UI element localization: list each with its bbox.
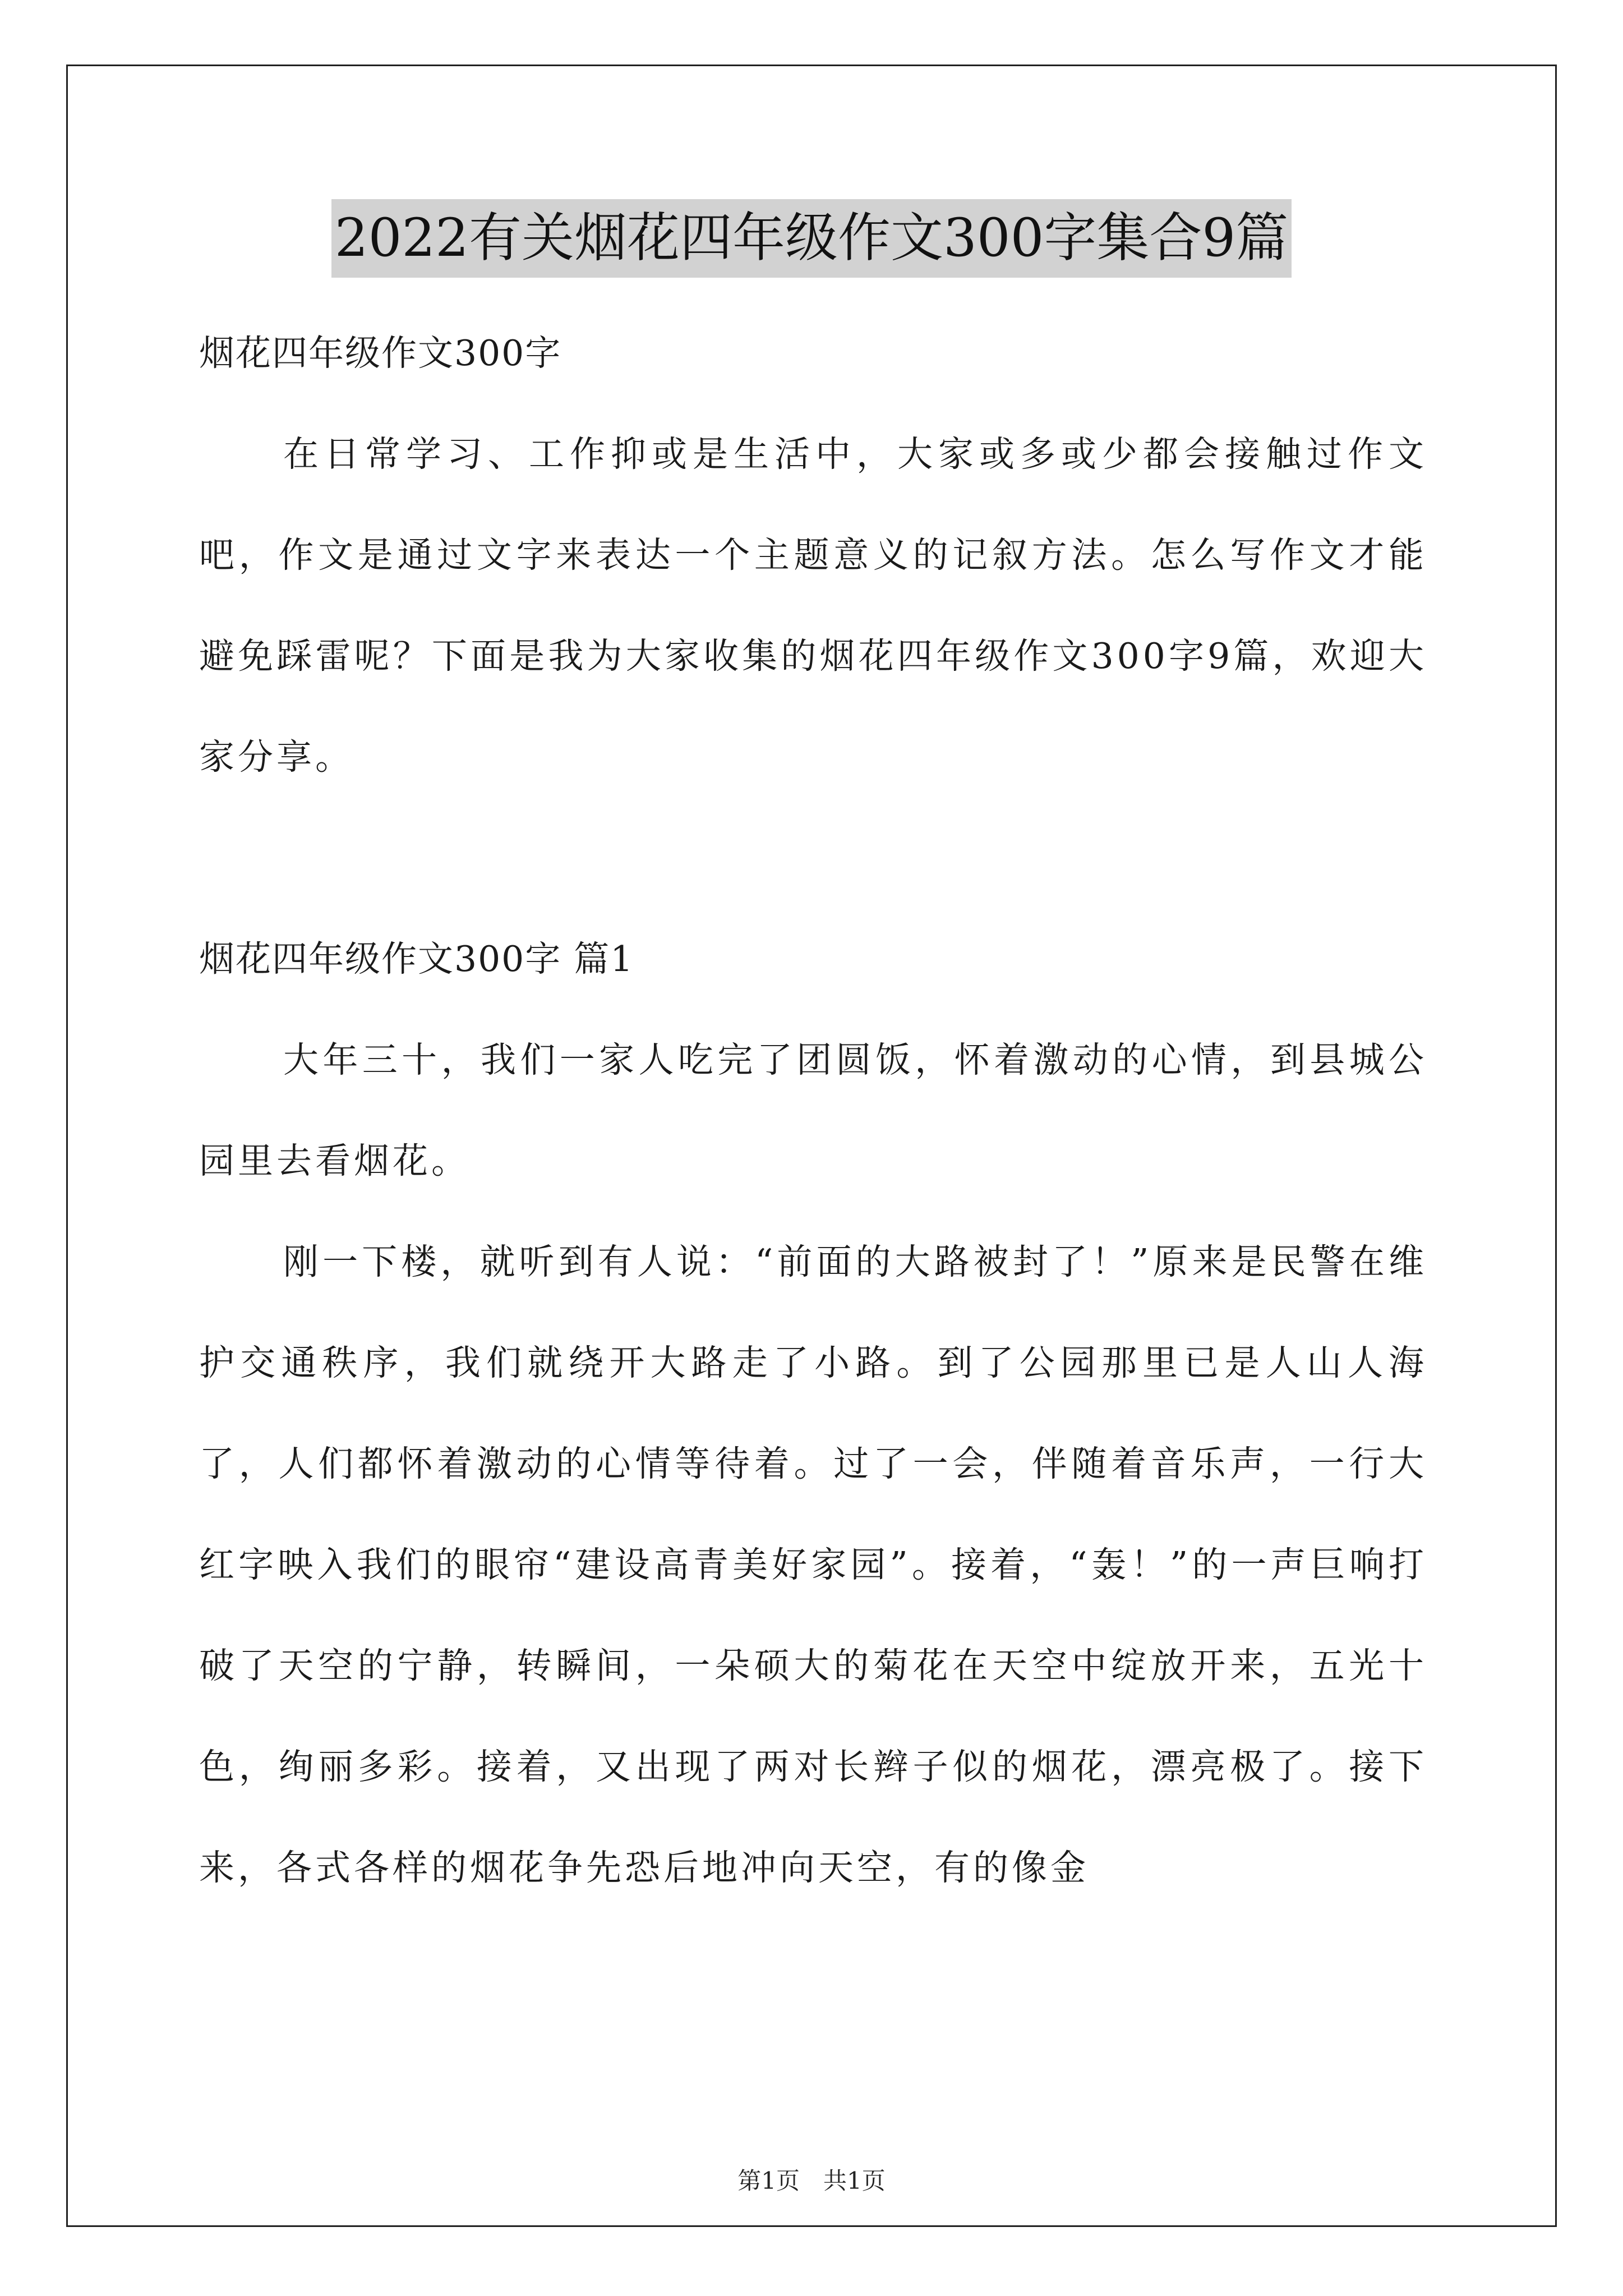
title-container [0, 199, 1623, 278]
section-spacer [199, 808, 1427, 909]
document-title: 2022有关烟花四年级作文300字集合9篇 [331, 199, 1292, 278]
page-footer: 第1页 共1页 [737, 2167, 886, 2194]
document-body [199, 303, 1427, 1918]
body-paragraph: 刚一下楼，就听到有人说：“前面的大路被封了！”原来是民警在维护交通秩序，我们就绕开大路走了小路。到了公园那里已是人山人海了，人们都怀着激动的心情等待着。过了一会，伴随着音乐声，一行大红字映入我们的眼帘“建设高青美好家园”。接着，“轰！”的一声巨响打破了天空的宁静，转瞬间，一朵硕大的菊花在天空中绽放开来，五光十色，绚丽多彩。接着，又出现了两对长辫子似的烟花，漂亮极了。接下来，各式各样的烟花争先恐后地冲向天空，有的像金 [199, 1241, 1427, 1888]
section-heading: 烟花四年级作文300字 篇1 [199, 938, 634, 979]
body-paragraph: 大年三十，我们一家人吃完了团圆饭，怀着激动的心情，到县城公园里去看烟花。 [199, 1039, 1427, 1181]
intro-paragraph: 在日常学习、工作抑或是生活中，大家或多或少都会接触过作文吧，作文是通过文字来表达一个主题意义的记叙方法。怎么写作文才能避免踩雷呢？下面是我为大家收集的烟花四年级作文300字9篇，欢迎大家分享。 [199, 434, 1427, 777]
intro-heading: 烟花四年级作文300字 [199, 333, 562, 374]
